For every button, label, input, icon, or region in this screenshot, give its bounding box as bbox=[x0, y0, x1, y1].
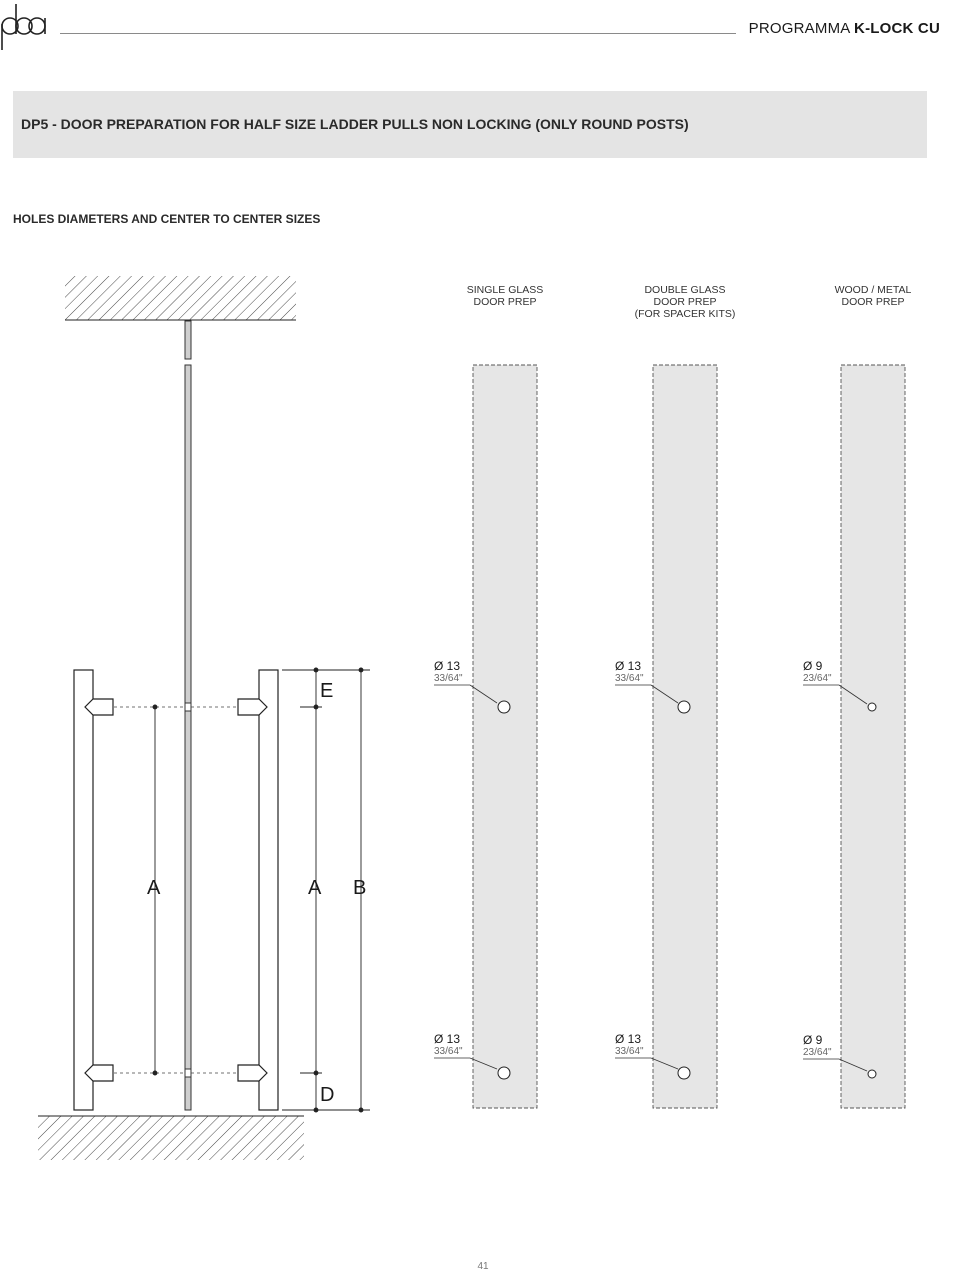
door-prep-wood-metal bbox=[803, 284, 912, 1108]
door-prep-title-line: SINGLE GLASS bbox=[466, 284, 544, 296]
dim-label-a-left: A bbox=[147, 877, 161, 899]
hole-diameter-label: Ø 13 bbox=[615, 659, 642, 673]
hole-marker bbox=[498, 701, 510, 713]
catalog-title-prefix: PROGRAMMA bbox=[748, 20, 850, 37]
hole-inch-label: 33/64" bbox=[434, 1046, 463, 1057]
catalog-title-product: K-LOCK CU bbox=[854, 20, 940, 37]
door-prep-double-glass bbox=[615, 284, 735, 1108]
door-prep-single-glass bbox=[434, 284, 543, 1108]
fixing-axis-lines bbox=[114, 707, 237, 1073]
hole-marker bbox=[678, 1067, 690, 1079]
dim-label-a-right: A bbox=[308, 877, 322, 899]
door-prep-title-line: DOOR PREP bbox=[653, 296, 717, 308]
hole-inch-label: 23/64" bbox=[803, 1047, 832, 1058]
door-prep-title-line: DOUBLE GLASS bbox=[644, 284, 726, 296]
door-panel bbox=[653, 365, 717, 1108]
hole-marker bbox=[868, 703, 876, 711]
floor-hatch bbox=[38, 1116, 304, 1160]
hole-marker bbox=[498, 1067, 510, 1079]
door-prep-title-line: DOOR PREP bbox=[841, 296, 905, 308]
door-glass bbox=[185, 321, 191, 1110]
page-number: 41 bbox=[477, 1261, 489, 1272]
hole-marker bbox=[868, 1070, 876, 1078]
section-title: DP5 - DOOR PREPARATION FOR HALF SIZE LADDER PULLS NON LOCKING (ONLY ROUND POSTS) bbox=[21, 116, 689, 132]
hole-diameter-label: Ø 9 bbox=[803, 1033, 823, 1047]
left-ladder-pull bbox=[74, 670, 113, 1110]
door-panel bbox=[473, 365, 537, 1108]
door-prep-title-line: (FOR SPACER KITS) bbox=[634, 308, 736, 320]
hole-inch-label: 33/64" bbox=[434, 673, 463, 684]
dim-label-b: B bbox=[353, 877, 367, 899]
ceiling-hatch bbox=[65, 276, 296, 320]
door-panel bbox=[841, 365, 905, 1108]
hole-marker bbox=[678, 701, 690, 713]
hole-diameter-label: Ø 13 bbox=[434, 1032, 461, 1046]
hole-inch-label: 33/64" bbox=[615, 1046, 644, 1057]
subheading: HOLES DIAMETERS AND CENTER TO CENTER SIZES bbox=[13, 212, 321, 226]
hole-diameter-label: Ø 13 bbox=[615, 1032, 642, 1046]
dimension-labels bbox=[147, 680, 366, 1106]
hole-diameter-label: Ø 13 bbox=[434, 659, 461, 673]
right-ladder-pull bbox=[238, 670, 278, 1110]
hole-diameter-label: Ø 9 bbox=[803, 659, 823, 673]
dim-label-e: E bbox=[320, 680, 334, 702]
dim-label-d: D bbox=[320, 1084, 335, 1106]
door-prep-title-line: WOOD / METAL bbox=[834, 284, 912, 296]
hole-inch-label: 33/64" bbox=[615, 673, 644, 684]
hole-inch-label: 23/64" bbox=[803, 673, 832, 684]
door-prep-title-line: DOOR PREP bbox=[473, 296, 537, 308]
